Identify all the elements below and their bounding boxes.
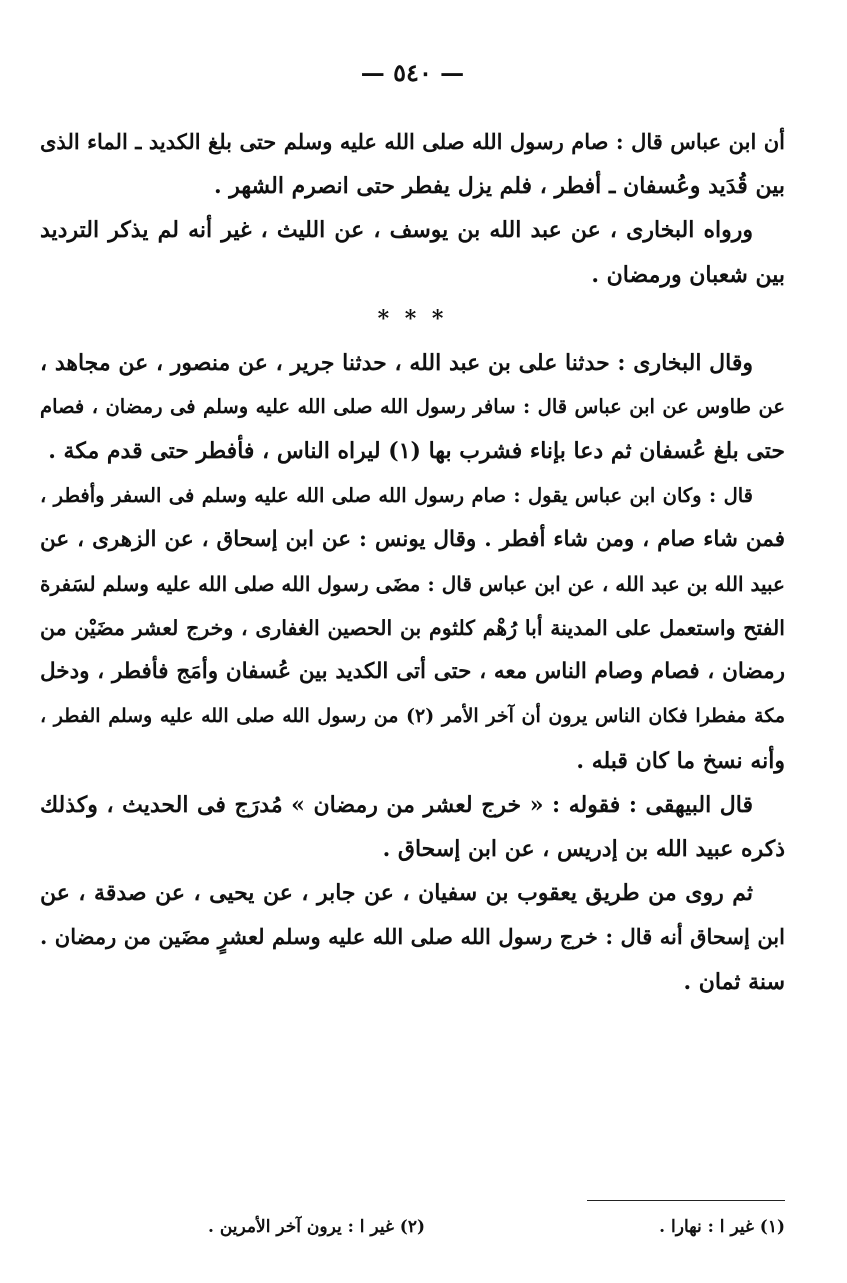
text-line: ذكره عبيد الله بن إدريس ، عن ابن إسحاق . bbox=[382, 836, 785, 862]
text-line: * * * bbox=[377, 305, 448, 332]
text-line: فمن شاء صام ، ومن شاء أفطر . وقال يونس : عن ابن إسحاق ، عن الزهرى ، عن bbox=[40, 526, 785, 552]
book-page bbox=[40, 0, 785, 1283]
text-line: عبيد الله بن عبد الله ، عن ابن عباس قال : مضَى رسول الله صلى الله عليه وسلم لسَفرة bbox=[40, 571, 785, 596]
text-line: سنة ثمان . bbox=[683, 968, 785, 995]
footnote-divider bbox=[587, 1200, 785, 1201]
text-line: قال : وكان ابن عباس يقول : صام رسول الله صلى الله عليه وسلم فى السفر وأفطر ، bbox=[40, 483, 753, 507]
footnotes bbox=[80, 1210, 785, 1244]
text-line: أن ابن عباس قال : صام رسول الله صلى الله عليه وسلم حتى بلغ الكديد ـ الماء الذى bbox=[40, 129, 785, 154]
footnote-2: (٢) غير ا : يرون آخر الأمرين . bbox=[208, 1217, 425, 1237]
text-line: بين شعبان ورمضان . bbox=[591, 261, 785, 288]
text-line: الفتح واستعمل على المدينة أبا رُهْم كلثوم بن الحصين الغفارى ، وخرج لعشر مضَيْن من bbox=[40, 616, 785, 641]
page-number: — ٥٤٠ — bbox=[360, 58, 465, 87]
text-line: رمضان ، فصام وصام الناس معه ، حتى أتى الكديد بين عُسفان وأمَج فأفطر ، ودخل bbox=[40, 659, 785, 685]
text-line: ورواه البخارى ، عن عبد الله بن يوسف ، عن الليث ، غير أنه لم يذكر الترديد bbox=[40, 217, 753, 244]
text-line: عن طاوس عن ابن عباس قال : سافر رسول الله صلى الله عليه وسلم فى رمضان ، فصام bbox=[40, 395, 785, 419]
text-line: ابن إسحاق أنه قال : خرج رسول الله صلى الله عليه وسلم لعشرٍ مضَين من رمضان . bbox=[40, 924, 785, 950]
footnote-1: (١) غير ا : نهارا . bbox=[659, 1217, 785, 1237]
body-text bbox=[40, 120, 785, 1004]
text-line: بين قُدَيد وعُسفان ـ أفطر ، فلم يزل يفطر حتى انصرم الشهر . bbox=[213, 173, 785, 200]
text-line: حتى بلغ عُسفان ثم دعا بإناء فشرب بها (١) ليراه الناس ، فأفطر حتى قدم مكة . bbox=[48, 438, 785, 465]
text-line: قال البيهقى : فقوله : « خرج لعشر من رمضان » مُدرَج فى الحديث ، وكذلك bbox=[40, 791, 753, 818]
text-line: وقال البخارى : حدثنا على بن عبد الله ، حدثنا جرير ، عن منصور ، عن مجاهد ، bbox=[40, 349, 753, 376]
text-line: وأنه نسخ ما كان قبله . bbox=[576, 747, 785, 774]
text-line: مكة مفطرا فكان الناس يرون أن آخر الأمر (٢) من رسول الله صلى الله عليه وسلم الفطر ، bbox=[40, 705, 785, 728]
text-line: ثم روى من طريق يعقوب بن سفيان ، عن جابر ، عن يحيى ، عن صدقة ، عن bbox=[40, 880, 753, 907]
